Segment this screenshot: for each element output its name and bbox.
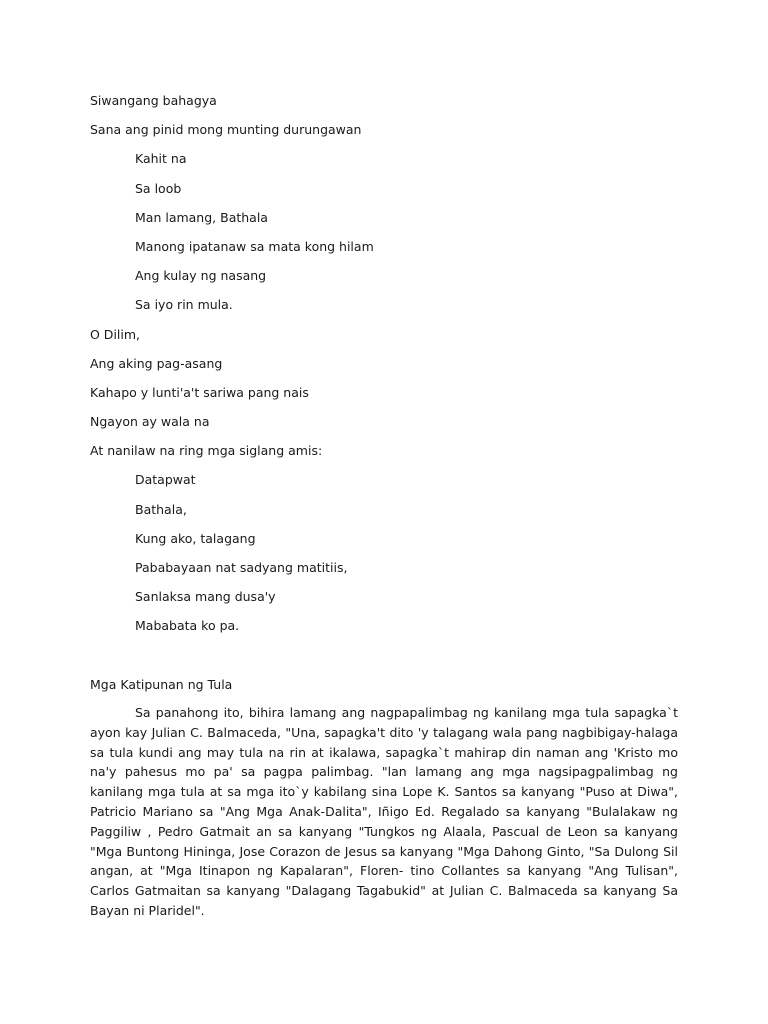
- poem-line: Kung ako, talagang: [135, 530, 256, 546]
- poem-line: Sa loob: [135, 180, 182, 196]
- poem-line: Sanlaksa mang dusa'y: [135, 589, 276, 605]
- poem-line: Ang aking pag-asang: [90, 355, 223, 371]
- poem-line: Mababata ko pa.: [135, 618, 240, 634]
- section-heading: Mga Katipunan ng Tula: [90, 677, 233, 692]
- poem-line: Man lamang, Bathala: [135, 209, 268, 225]
- poem-line: At nanilaw na ring mga siglang amis:: [90, 443, 323, 459]
- poem-line: Manong ipatanaw sa mata kong hilam: [135, 238, 374, 254]
- poem-line: Kahapo y lunti'a't sariwa pang nais: [90, 384, 309, 400]
- poem-line: Kahit na: [135, 151, 187, 167]
- poem-line: Pababayaan nat sadyang matitiis,: [135, 560, 348, 575]
- body-paragraph: Sa panahong ito, bihira lamang ang nagpapalimbag ng kanilang mga tula sapagka`t ayon kay Julian C. Balmaceda, "Una, sapagka't dito 'y talagang wala pang nagbibigay-halaga sa tula kundi ang may tula na rin at ikalawa, sapagka`t mahirap din naman ang 'Kristo mo na'y pahesus mo pa' sa pagpa palimbag. "lan lamang ang mga nagsipagpalimbag ng kanilang mga tula at sa mga ito`y kabilang sina Lope K. Santos sa kanyang "Puso at Diwa", Patricio Mariano sa "Ang Mga Anak-Dalita", Iñigo Ed. Regalado sa kanyang "Bulalakaw ng Paggiliw , Pedro Gatmait an sa kanyang "Tungkos ng Alaala, Pascual de Leon sa kanyang "Mga Buntong Hininga, Jose Corazon de Jesus sa kanyang "Mga Dahong Ginto, "Sa Dulong Sil angan, at "Mga Itinapon ng Kapalaran", Floren- tino Collantes sa kanyang "Ang Tulisan", Carlos Gatmaitan sa kanyang "Dalagang Tagabukid" at Julian C. Balmaceda sa kanyang Sa Bayan ni Plaridel".: [90, 705, 678, 918]
- poem: [90, 93, 690, 648]
- poem-line: O Dilim,: [90, 326, 141, 342]
- poem-line: Ngayon ay wala na: [90, 414, 210, 430]
- poem-line: Sana ang pinid mong munting durungawan: [90, 122, 362, 138]
- poem-line: Datapwat: [135, 472, 196, 488]
- poem-line: Ang kulay ng nasang: [135, 268, 267, 284]
- poem-line: Siwangang bahagya: [90, 93, 217, 108]
- poem-line: Sa iyo rin mula.: [135, 297, 233, 313]
- poem-line: Bathala,: [135, 501, 187, 517]
